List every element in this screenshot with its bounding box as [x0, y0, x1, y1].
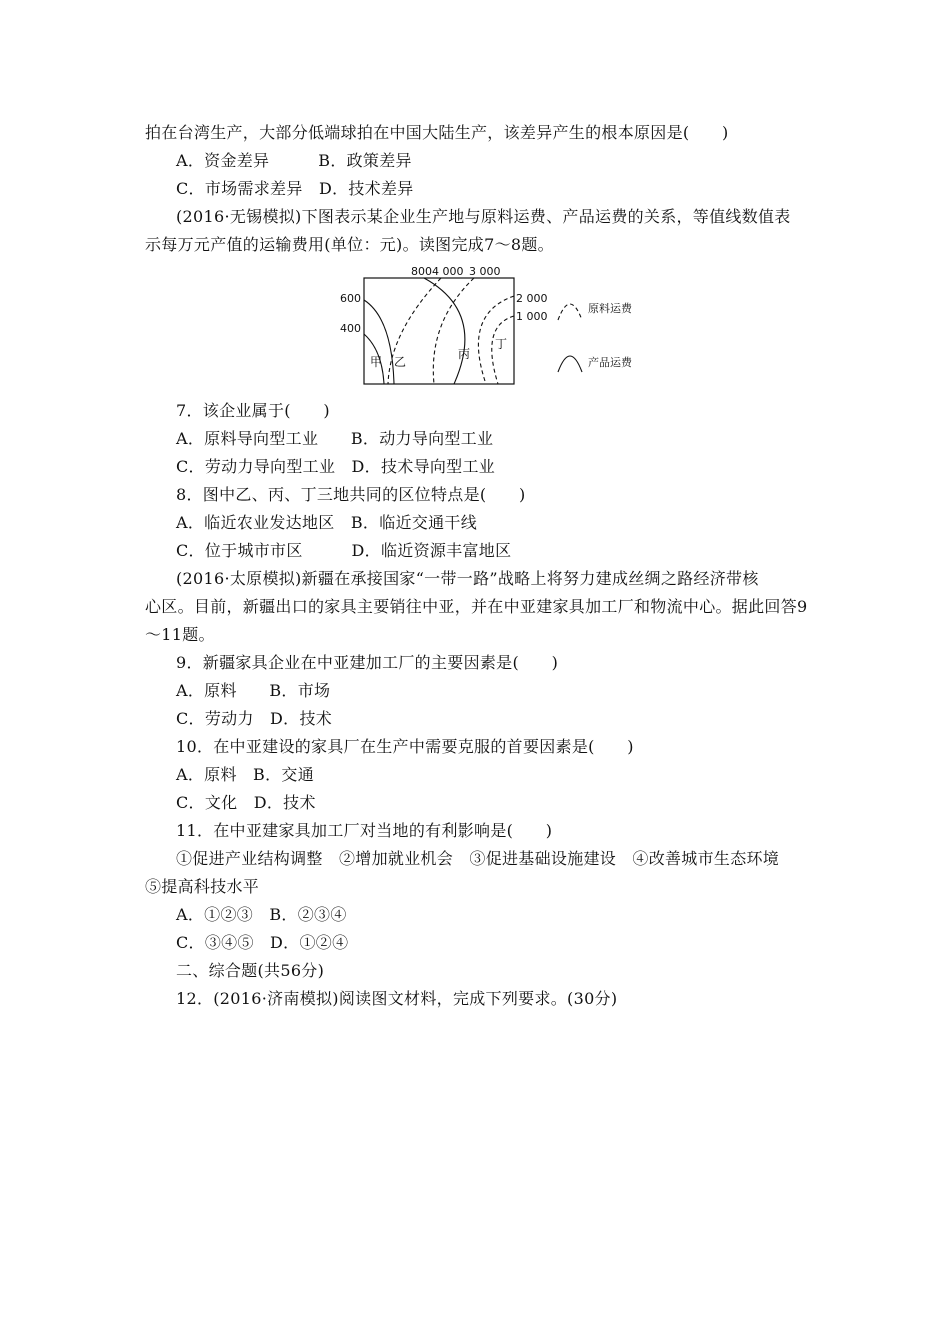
label-left-600: 600	[340, 292, 361, 305]
legend-raw-material-label: 原料运费	[588, 302, 632, 315]
label-top-800: 800	[411, 265, 432, 278]
legend-product-label: 产品运费	[588, 356, 632, 369]
question-6-options-ab: A．资金差异 B．政策差异	[176, 151, 412, 170]
label-left-400: 400	[340, 322, 361, 335]
question-7-options-ab: A．原料导向型工业 B．动力导向型工业	[176, 429, 494, 448]
place-ding: 丁	[495, 337, 508, 351]
question-8-options-ab: A．临近农业发达地区 B．临近交通干线	[176, 513, 478, 532]
transport-cost-isoline-figure	[330, 262, 650, 392]
intro-7-8-line-2: 示每万元产值的运输费用(单位：元)。读图完成7～8题。	[145, 235, 554, 254]
legend-raw-material-symbol	[558, 304, 582, 320]
question-8-options-cd: C．位于城市市区 D．临近资源丰富地区	[176, 541, 512, 560]
question-11-options-ab: A．①②③ B．②③④	[176, 905, 347, 924]
label-right-2000: 2 000	[516, 292, 548, 305]
question-9-options-ab: A．原料 B．市场	[176, 681, 331, 700]
label-top-3000: 3 000	[469, 265, 501, 278]
question-11-stem: 11．在中亚建家具加工厂对当地的有利影响是( )	[176, 821, 553, 840]
place-bing: 丙	[458, 347, 471, 361]
label-top-4000: 4 000	[432, 265, 464, 278]
question-6-stem-continued: 拍在台湾生产，大部分低端球拍在中国大陆生产，该差异产生的根本原因是( )	[145, 123, 729, 142]
isoline-map	[330, 262, 650, 392]
question-6-options-cd: C．市场需求差异 D．技术差异	[176, 179, 414, 198]
intro-9-11-line-2: 心区。目前，新疆出口的家具主要销往中亚，并在中亚建家具加工厂和物流中心。据此回答9	[145, 597, 808, 616]
place-yi: 乙	[394, 355, 407, 369]
question-9-options-cd: C．劳动力 D．技术	[176, 709, 333, 728]
raw-isoline-3000	[433, 278, 474, 384]
label-right-1000: 1 000	[516, 310, 548, 323]
question-11-options-cd: C．③④⑤ D．①②④	[176, 933, 349, 952]
question-9-stem: 9．新疆家具企业在中亚建加工厂的主要因素是( )	[176, 653, 559, 672]
intro-9-11-line-3: ～11题。	[145, 625, 215, 644]
question-7-options-cd: C．劳动力导向型工业 D．技术导向型工业	[176, 457, 496, 476]
legend-product-symbol	[558, 356, 582, 372]
question-7-stem: 7．该企业属于( )	[176, 401, 330, 420]
intro-7-8-line-1: (2016·无锡模拟)下图表示某企业生产地与原料运费、产品运费的关系，等值线数值表	[176, 207, 791, 226]
question-12-stem: 12．(2016·济南模拟)阅读图文材料，完成下列要求。(30分)	[176, 989, 618, 1008]
question-10-stem: 10．在中亚建设的家具厂在生产中需要克服的首要因素是( )	[176, 737, 634, 756]
question-10-options-ab: A．原料 B．交通	[176, 765, 315, 784]
question-10-options-cd: C．文化 D．技术	[176, 793, 316, 812]
place-jia: 甲	[370, 355, 383, 369]
question-11-statements-line-2: ⑤提高科技水平	[145, 877, 260, 896]
question-8-stem: 8．图中乙、丙、丁三地共同的区位特点是( )	[176, 485, 526, 504]
intro-9-11-line-1: (2016·太原模拟)新疆在承接国家“一带一路”战略上将努力建成丝绸之路经济带核	[176, 569, 759, 588]
section-heading-comprehensive: 二、综合题(共56分)	[176, 961, 325, 980]
question-11-statements-line-1: ①促进产业结构调整 ②增加就业机会 ③促进基础设施建设 ④改善城市生态环境	[176, 849, 780, 868]
product-isoline-800	[424, 278, 465, 384]
